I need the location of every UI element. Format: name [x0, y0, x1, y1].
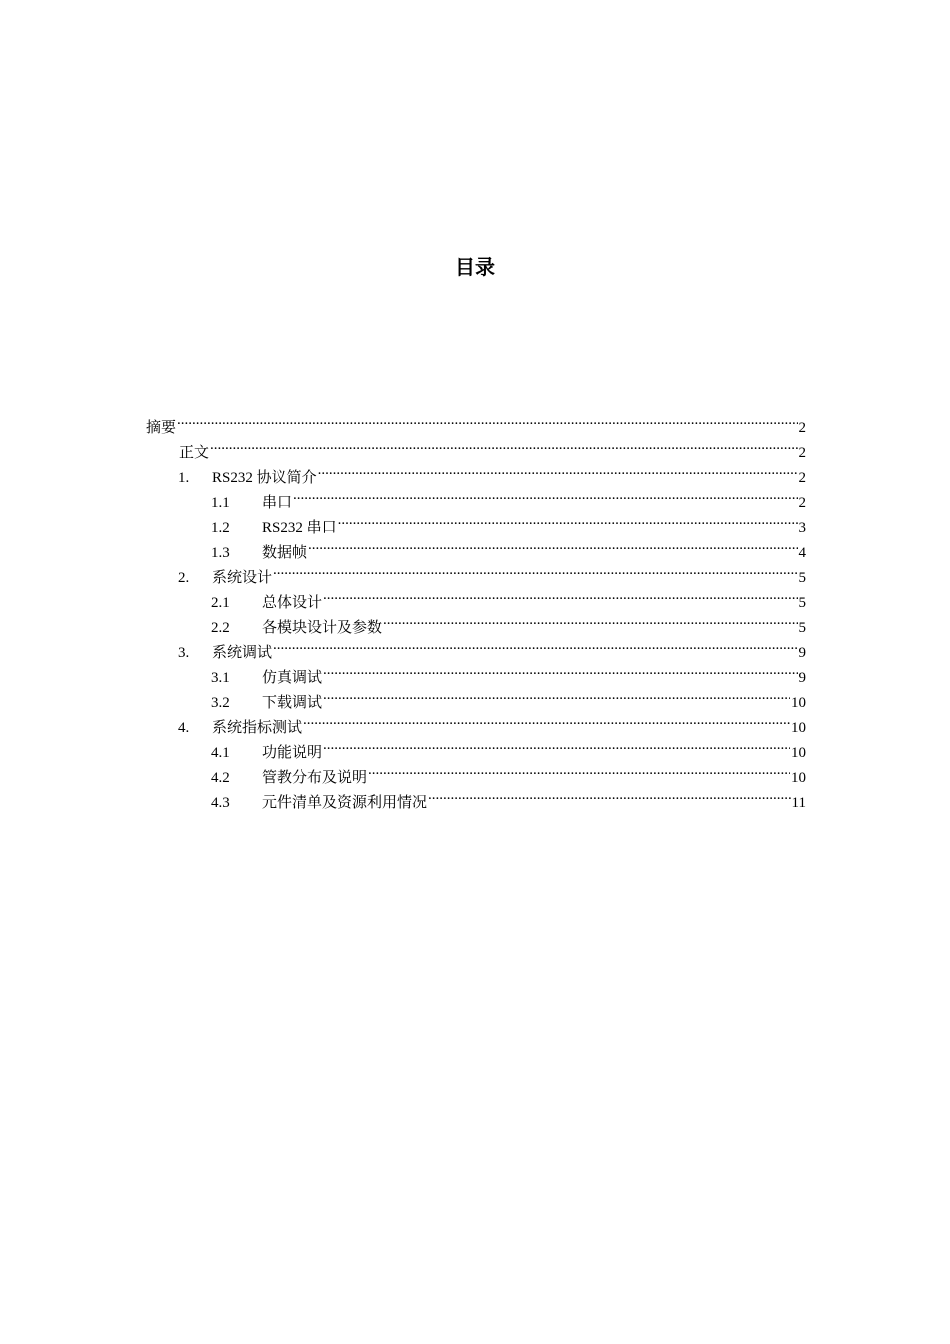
toc-entry-label: 系统调试 — [212, 645, 273, 661]
toc-entry-page-number: 2 — [798, 445, 806, 461]
toc-entry-label: 管教分布及说明 — [262, 770, 368, 786]
toc-entry-page-number: 10 — [791, 720, 806, 736]
toc-dot-leader — [383, 607, 797, 632]
toc-entry[interactable] — [146, 432, 806, 461]
toc-entry-label: 数据帧 — [262, 545, 308, 561]
toc-entry-number: 2. — [178, 570, 190, 586]
toc-entry-number: 4.2 — [211, 770, 230, 786]
toc-entry-label: 各模块设计及参数 — [262, 620, 383, 636]
toc-entry[interactable] — [146, 457, 806, 486]
toc-entry-number: 2.1 — [211, 595, 230, 611]
toc-entry-number: 1. — [178, 470, 190, 486]
toc-entry-label: 正文 — [179, 445, 210, 461]
toc-dot-leader — [338, 507, 798, 532]
toc-entry-number: 3. — [178, 645, 190, 661]
toc-entry-page-number: 10 — [791, 695, 806, 711]
toc-entry-label: 摘要 — [146, 420, 177, 436]
toc-entry-label: 仿真调试 — [262, 670, 323, 686]
toc-entry-label: RS232 串口 — [262, 520, 337, 536]
toc-entry-page-number: 2 — [798, 470, 806, 486]
toc-entry-page-number: 5 — [798, 595, 806, 611]
toc-entry-page-number: 5 — [798, 620, 806, 636]
toc-entry-number: 4.1 — [211, 745, 230, 761]
toc-entry-number: 4.3 — [211, 795, 230, 811]
toc-dot-leader — [273, 632, 797, 657]
toc-entry-number: 3.1 — [211, 670, 230, 686]
toc-entry-number: 4. — [178, 720, 190, 736]
toc-entry-number: 2.2 — [211, 620, 230, 636]
toc-entry-page-number: 4 — [798, 545, 806, 561]
toc-dot-leader — [323, 582, 797, 607]
toc-dot-leader — [177, 407, 797, 432]
toc-entry-label: 功能说明 — [262, 745, 323, 761]
toc-dot-leader — [428, 782, 791, 807]
toc-entry-page-number: 10 — [791, 770, 806, 786]
toc-entry-page-number: 9 — [798, 645, 806, 661]
toc-entry-page-number: 5 — [798, 570, 806, 586]
toc-entry-number: 1.1 — [211, 495, 230, 511]
table-of-contents — [146, 407, 806, 811]
toc-dot-leader — [323, 682, 790, 707]
toc-entry-page-number: 11 — [791, 795, 806, 811]
toc-dot-leader — [323, 732, 790, 757]
toc-entry-page-number: 9 — [798, 670, 806, 686]
toc-dot-leader — [303, 707, 790, 732]
page-title: 目录 — [455, 255, 495, 279]
toc-entry-label: RS232 协议简介 — [212, 470, 317, 486]
toc-dot-leader — [293, 482, 797, 507]
toc-entry-label: 总体设计 — [262, 595, 323, 611]
toc-dot-leader — [368, 757, 790, 782]
toc-entry-label: 系统设计 — [212, 570, 273, 586]
toc-entry-page-number: 10 — [791, 745, 806, 761]
toc-entry-page-number: 2 — [798, 495, 806, 511]
toc-dot-leader — [273, 557, 797, 582]
toc-dot-leader — [210, 432, 797, 457]
toc-dot-leader — [323, 657, 797, 682]
toc-entry-number: 1.3 — [211, 545, 230, 561]
toc-entry-label: 串口 — [262, 495, 293, 511]
toc-entry-number: 3.2 — [211, 695, 230, 711]
toc-entry-page-number: 2 — [798, 420, 806, 436]
toc-entry-page-number: 3 — [798, 520, 806, 536]
toc-entry[interactable] — [146, 407, 806, 436]
toc-entry-number: 1.2 — [211, 520, 230, 536]
toc-entry-label: 系统指标测试 — [212, 720, 303, 736]
toc-entry-label: 元件清单及资源利用情况 — [262, 795, 428, 811]
toc-dot-leader — [308, 532, 797, 557]
toc-dot-leader — [318, 457, 798, 482]
toc-entry-label: 下载调试 — [262, 695, 323, 711]
